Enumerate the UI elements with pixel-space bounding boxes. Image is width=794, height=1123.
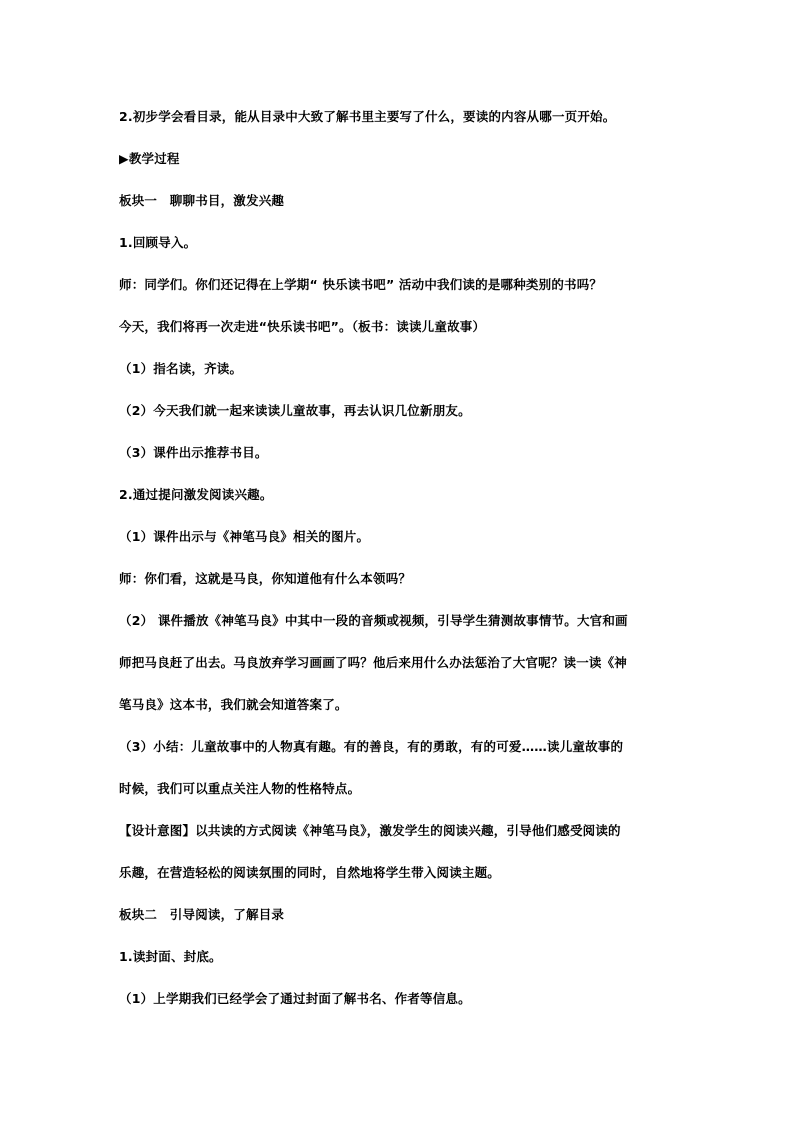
section-heading-teaching-process: ▶教学过程 [119,151,180,166]
design-intent-line: 乐趣，在营造轻松的阅读氛围的同时，自然地将学生带入阅读主题。 [119,865,501,880]
objective-line: 2.初步学会看目录，能从目录中大致了解书里主要写了什么，要读的内容从哪一页开始。 [119,109,616,124]
paragraph-line: 笔马良》这本书，我们就会知道答案了。 [119,697,348,712]
step-heading-interest: 2.通过提问激发阅读兴趣。 [119,487,273,502]
paragraph-line: （3）小结：儿童故事中的人物真有趣。有的善良，有的勇敢，有的可爱……读儿童故事的 [119,739,624,754]
step-heading-cover: 1.读封面、封底。 [119,949,222,964]
paragraph-line: 师：同学们。你们还记得在上学期“ 快乐读书吧” 活动中我们读的是哪种类别的书吗？ [119,277,603,292]
paragraph-line: 师把马良赶了出去。马良放弃学习画画了吗？他后来用什么办法惩治了大官呢？读一读《神 [119,655,628,670]
paragraph-line: （3）课件出示推荐书目。 [119,445,268,460]
paragraph-line: （1）指名读，齐读。 [119,361,243,376]
paragraph-line: 师：你们看，这就是马良，你知道他有什么本领吗？ [119,571,412,586]
paragraph-line: （2）今天我们就一起来读读儿童故事，再去认识几位新朋友。 [119,403,471,418]
block-one-heading: 板块一 聊聊书目，激发兴趣 [119,193,285,208]
paragraph-line: （2） 课件播放《神笔马良》中其中一段的音频或视频，引导学生猜测故事情节。大官和画 [119,613,628,628]
paragraph-line: 时候，我们可以重点关注人物的性格特点。 [119,781,361,796]
design-intent-line: 【设计意图】以共读的方式阅读《神笔马良》，激发学生的阅读兴趣，引导他们感受阅读的 [119,823,621,838]
block-two-heading: 板块二 引导阅读，了解目录 [119,907,285,922]
paragraph-line: （1）上学期我们已经学会了通过封面了解书名、作者等信息。 [119,991,471,1006]
paragraph-line: （1）课件出示与《神笔马良》相关的图片。 [119,529,370,544]
paragraph-line: 今天，我们将再一次走进“快乐读书吧”。（板书：读读儿童故事） [119,319,486,334]
step-heading-review: 1.回顾导入。 [119,235,197,250]
